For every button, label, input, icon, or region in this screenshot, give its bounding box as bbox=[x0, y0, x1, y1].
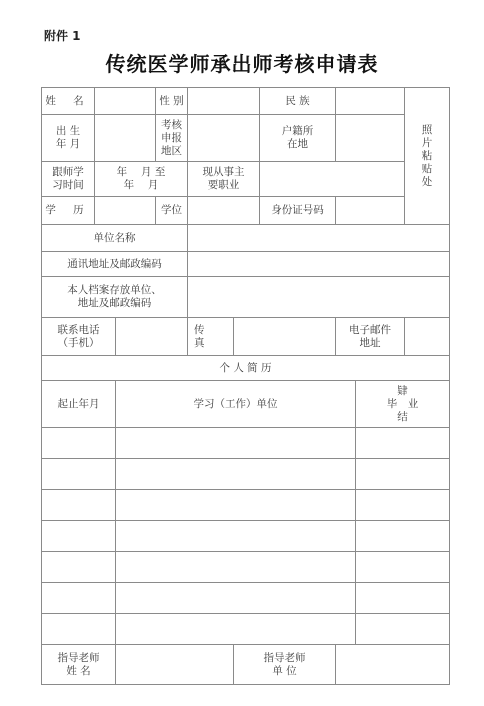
resume-witness-cell[interactable] bbox=[356, 552, 450, 583]
birth-label: 出 生 年 月 bbox=[42, 115, 95, 162]
teacher-name-field[interactable] bbox=[116, 645, 234, 685]
application-form bbox=[41, 87, 450, 685]
resume-unit-cell[interactable] bbox=[116, 490, 356, 521]
resume-unit-cell[interactable] bbox=[116, 583, 356, 614]
attachment-label: 附件 1 bbox=[44, 29, 81, 43]
name-field[interactable] bbox=[95, 88, 156, 115]
photo-char: 贴 bbox=[421, 162, 433, 175]
id-label: 身份证号码 bbox=[260, 197, 336, 225]
resume-witness-cell[interactable] bbox=[356, 428, 450, 459]
photo-area[interactable] bbox=[405, 88, 450, 225]
gender-field[interactable] bbox=[188, 88, 260, 115]
phone-field[interactable] bbox=[116, 318, 188, 356]
education-field[interactable] bbox=[95, 197, 156, 225]
resume-row bbox=[42, 459, 450, 490]
phone-label: 联系电话 （手机） bbox=[42, 318, 116, 356]
email-label: 电子邮件 地址 bbox=[336, 318, 405, 356]
resume-unit-cell[interactable] bbox=[116, 614, 356, 645]
resume-dates-cell[interactable] bbox=[42, 428, 116, 459]
ethnicity-field[interactable] bbox=[336, 88, 405, 115]
resume-witness-cell[interactable] bbox=[356, 459, 450, 490]
exam-region-label: 考核 申报 地区 bbox=[156, 115, 188, 162]
resume-row bbox=[42, 583, 450, 614]
resume-witness-cell[interactable] bbox=[356, 521, 450, 552]
resume-col-witness: 肄 毕 业 结 bbox=[356, 381, 450, 428]
teacher-unit-label: 指导老师 单 位 bbox=[234, 645, 336, 685]
hukou-field[interactable] bbox=[336, 115, 405, 162]
resume-row bbox=[42, 614, 450, 645]
occupation-field[interactable] bbox=[260, 162, 405, 197]
resume-unit-cell[interactable] bbox=[116, 428, 356, 459]
fax-label: 传 真 bbox=[188, 318, 234, 356]
work-unit-label: 单位名称 bbox=[42, 225, 188, 252]
resume-dates-cell[interactable] bbox=[42, 552, 116, 583]
degree-field[interactable] bbox=[188, 197, 260, 225]
education-label: 学 历 bbox=[42, 197, 95, 225]
photo-char: 粘 bbox=[421, 149, 433, 162]
resume-witness-cell[interactable] bbox=[356, 614, 450, 645]
resume-dates-cell[interactable] bbox=[42, 521, 116, 552]
resume-section-title: 个 人 简 历 bbox=[42, 356, 450, 381]
resume-dates-cell[interactable] bbox=[42, 459, 116, 490]
form-title: 传统医学师承出师考核申请表 bbox=[105, 52, 379, 76]
id-field[interactable] bbox=[336, 197, 405, 225]
resume-dates-cell[interactable] bbox=[42, 614, 116, 645]
study-time-field[interactable]: 年 月 至 年 月 bbox=[95, 162, 188, 197]
resume-unit-cell[interactable] bbox=[116, 552, 356, 583]
resume-dates-cell[interactable] bbox=[42, 583, 116, 614]
hukou-label: 户籍所 在地 bbox=[260, 115, 336, 162]
resume-row bbox=[42, 490, 450, 521]
resume-row bbox=[42, 552, 450, 583]
photo-char: 照 bbox=[421, 123, 433, 136]
name-label: 姓 名 bbox=[42, 88, 95, 115]
resume-witness-cell[interactable] bbox=[356, 583, 450, 614]
resume-dates-cell[interactable] bbox=[42, 490, 116, 521]
archive-label: 本人档案存放单位、 地址及邮政编码 bbox=[42, 277, 188, 318]
resume-witness-cell[interactable] bbox=[356, 490, 450, 521]
photo-char: 处 bbox=[421, 175, 433, 188]
fax-field[interactable] bbox=[234, 318, 336, 356]
resume-unit-cell[interactable] bbox=[116, 459, 356, 490]
occupation-label: 现从事主 要职业 bbox=[188, 162, 260, 197]
email-field[interactable] bbox=[405, 318, 450, 356]
teacher-unit-field[interactable] bbox=[336, 645, 450, 685]
teacher-name-label: 指导老师 姓 名 bbox=[42, 645, 116, 685]
resume-row bbox=[42, 428, 450, 459]
address-label: 通讯地址及邮政编码 bbox=[42, 252, 188, 277]
degree-label: 学位 bbox=[156, 197, 188, 225]
resume-row bbox=[42, 521, 450, 552]
address-field[interactable] bbox=[188, 252, 450, 277]
resume-col-dates: 起止年月 bbox=[42, 381, 116, 428]
work-unit-field[interactable] bbox=[188, 225, 450, 252]
ethnicity-label: 民 族 bbox=[260, 88, 336, 115]
resume-col-unit: 学习（工作）单位 bbox=[116, 381, 356, 428]
study-time-label: 跟师学 习时间 bbox=[42, 162, 95, 197]
photo-char: 片 bbox=[421, 136, 433, 149]
exam-region-field[interactable] bbox=[188, 115, 260, 162]
birth-field[interactable] bbox=[95, 115, 156, 162]
gender-label: 性 别 bbox=[156, 88, 188, 115]
resume-unit-cell[interactable] bbox=[116, 521, 356, 552]
archive-field[interactable] bbox=[188, 277, 450, 318]
